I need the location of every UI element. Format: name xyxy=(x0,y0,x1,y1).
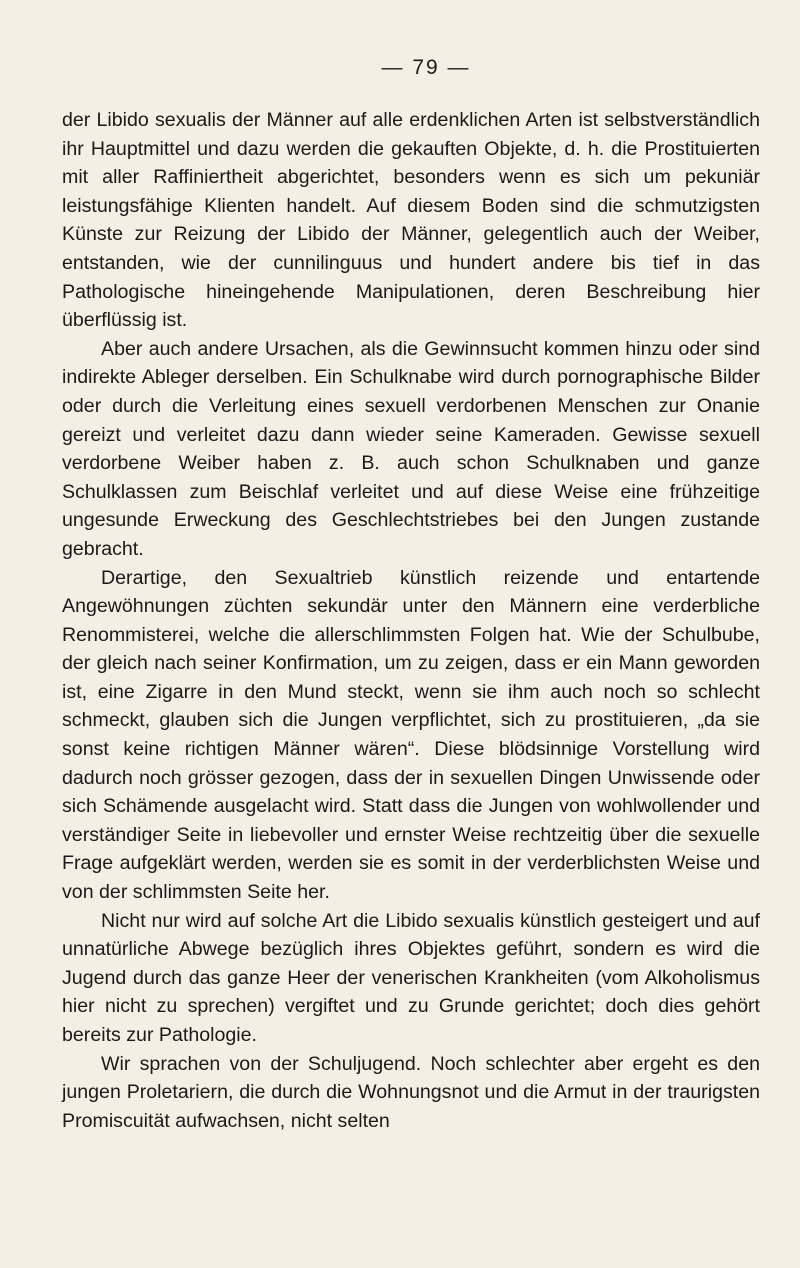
paragraph: Wir sprachen von der Schuljugend. Noch schlechter aber ergeht es den jungen Proletariern, die durch die Wohnungsnot und die Armut in der traurigsten Promiscuität aufwachsen, nicht selten xyxy=(62,1052,760,1132)
paragraph: Nicht nur wird auf solche Art die Libido sexualis künstlich gesteigert und auf unnatürliche Abwege bezüglich ihres Objektes geführt, sondern es wird die Jugend durch das ganze Heer der venerischen Krankheiten (vom Alkoholismus hier nicht zu sprechen) vergiftet und zu Grunde gerichtet; doch dies gehört bereits zur Pathologie. xyxy=(62,909,760,1046)
paragraph-continuation: der Libido sexualis der Männer auf alle erdenklichen Arten ist selbstverständlich ihr Hauptmittel und dazu werden die gekauften Objekte, d. h. die Prostituierten mit aller Raffiniertheit abgerichtet, besonders wenn es sich um pekuniär leistungsfähige Klienten handelt. Auf diesem Boden sind die schmutzigsten Künste zur Reizung der Libido der Männer, gelegentlich auch der Weiber, entstanden, wie der cunnilinguus und hundert andere bis tief in das Pathologische hineingehende Manipulationen, deren Beschreibung hier überflüssig ist. xyxy=(62,109,760,332)
page-number: — 79 — xyxy=(381,56,471,79)
page-body xyxy=(62,106,760,1135)
paragraph: Derartige, den Sexualtrieb künstlich reizende und entartende Angewöhnungen züchten sekundär unter den Männern eine verderbliche Renommisterei, welche die allerschlimmsten Folgen hat. Wie der Schulbube, der gleich nach seiner Konfirmation, um zu zeigen, dass er ein Mann geworden ist, eine Zigarre in den Mund steckt, wenn sie ihm auch noch so schlecht schmeckt, glauben sich die Jungen verpflichtet, sich zu prostituieren, „da sie sonst keine richtigen Männer wären“. Diese blödsinnige Vorstellung wird dadurch noch grösser gezogen, dass der in sexuellen Dingen Unwissende oder sich Schämende ausgelacht wird. Statt dass die Jungen von wohlwollender und verständiger Seite in liebevoller und ernster Weise rechtzeitig über die sexuelle Frage aufgeklärt werden, werden sie es somit in der verderblichsten Weise und von der schlimmsten Seite her. xyxy=(62,566,760,904)
paragraph: Aber auch andere Ursachen, als die Gewinnsucht kommen hinzu oder sind indirekte Ableger derselben. Ein Schulknabe wird durch pornographische Bilder oder durch die Verleitung eines sexuell verdorbenen Menschen zur Onanie gereizt und verleitet dazu dann wieder seine Kameraden. Gewisse sexuell verdorbene Weiber haben z. B. auch schon Schulknaben und ganze Schulklassen zum Beischlaf verleitet und auf diese Weise eine frühzeitige ungesunde Erweckung des Geschlechtstriebes bei den Jungen zustande gebracht. xyxy=(62,337,760,560)
